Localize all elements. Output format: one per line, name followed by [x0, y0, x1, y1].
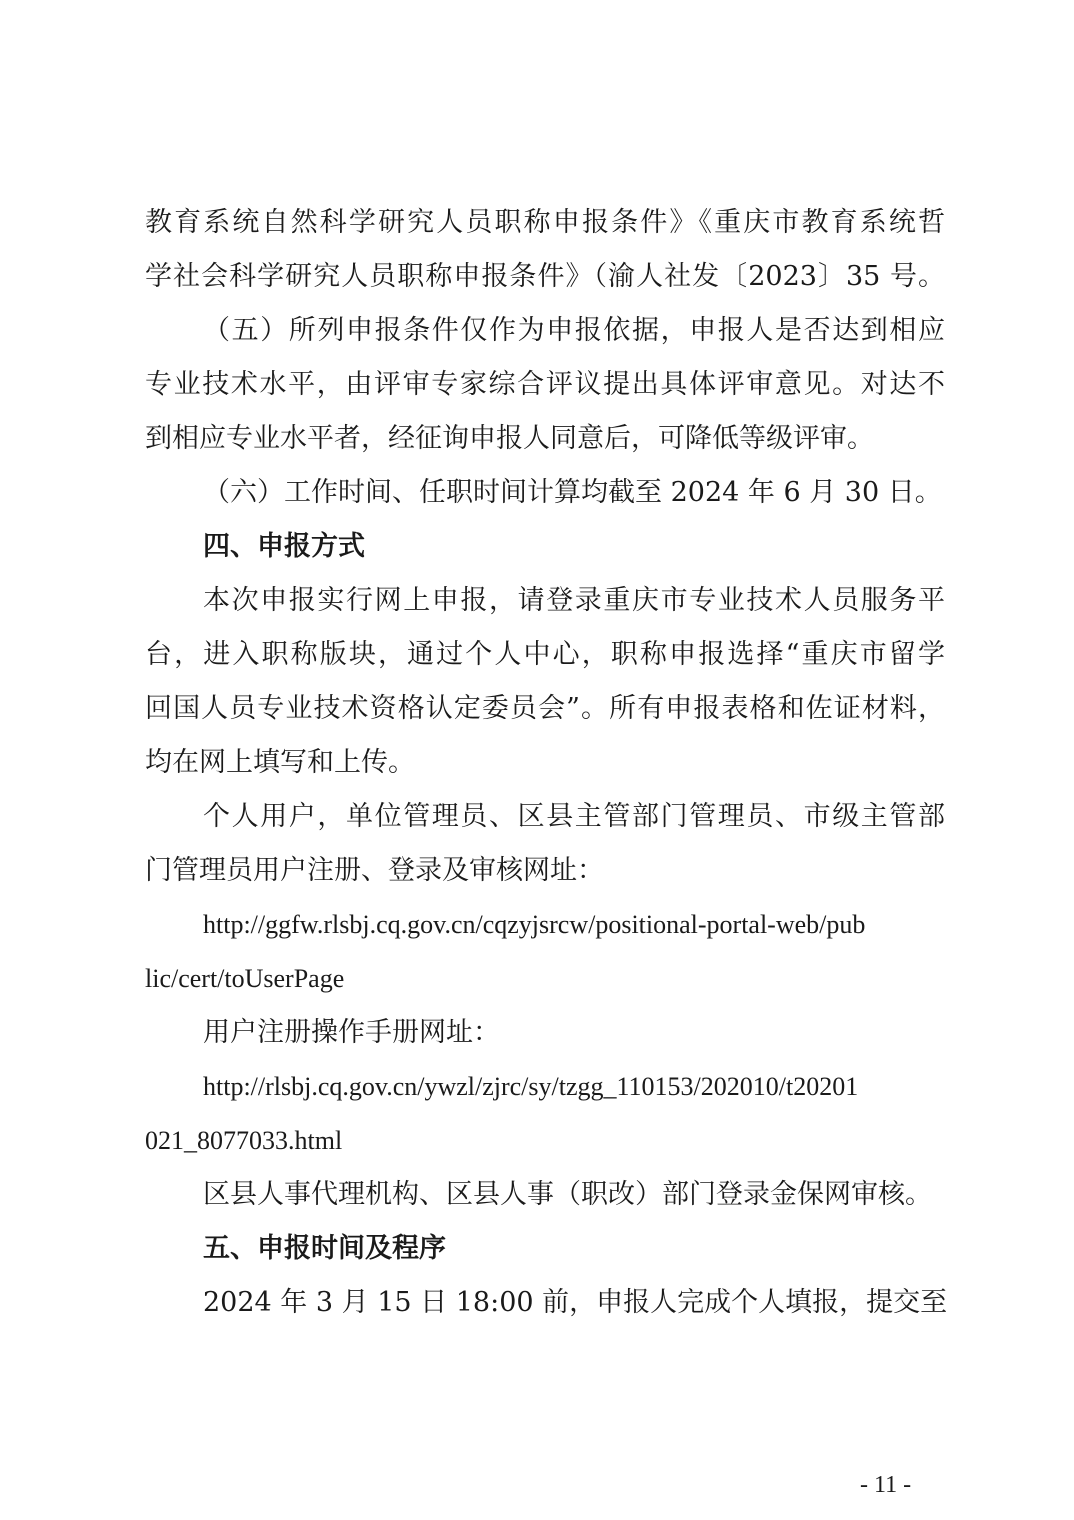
paragraph-start-line: 用户注册操作手册网址：: [203, 1017, 500, 1048]
url-link[interactable]: http://rlsbj.cq.gov.cn/ywzl/zjrc/sy/tzgg_110153/202010/t20201: [203, 1072, 859, 1101]
url-link[interactable]: http://ggfw.rlsbj.cq.gov.cn/cqzyjsrcw/positional-portal-web/pub: [203, 910, 866, 939]
paragraph-start-line: （五）所列申报条件仅作为申报依据，申报人是否达到相应: [203, 315, 945, 346]
url-link-continuation[interactable]: lic/cert/toUserPage: [145, 964, 345, 993]
text-line: 回国人员专业技术资格认定委员会”。所有申报表格和佐证材料，: [145, 693, 945, 724]
section-heading: 五、申报时间及程序: [203, 1233, 446, 1264]
page-number: - 11 -: [860, 1472, 912, 1498]
paragraph-start-line: 个人用户，单位管理员、区县主管部门管理员、市级主管部: [203, 801, 945, 832]
text-line: 教育系统自然科学研究人员职称申报条件》《重庆市教育系统哲: [145, 207, 945, 238]
text-line: 台，进入职称版块，通过个人中心，职称申报选择“重庆市留学: [145, 639, 945, 670]
section-heading: 四、申报方式: [203, 531, 365, 562]
paragraph-start-line: 2024 年 3 月 15 日 18:00 前，申报人完成个人填报，提交至: [203, 1287, 948, 1318]
text-line: 到相应专业水平者，经征询申报人同意后，可降低等级评审。: [145, 423, 874, 454]
text-line: 均在网上填写和上传。: [145, 747, 415, 778]
paragraph-start-line: 本次申报实行网上申报，请登录重庆市专业技术人员服务平: [203, 585, 945, 616]
paragraph-start-line: （六）工作时间、任职时间计算均截至 2024 年 6 月 30 日。: [203, 477, 942, 508]
paragraph-start-line: 区县人事代理机构、区县人事（职改）部门登录金保网审核。: [203, 1179, 932, 1210]
text-line: 专业技术水平，由评审专家综合评议提出具体评审意见。对达不: [145, 369, 945, 400]
document-body: [145, 196, 948, 1330]
text-line: 学社会科学研究人员职称申报条件》（渝人社发〔2023〕35 号。: [145, 261, 945, 292]
url-link-continuation[interactable]: 021_8077033.html: [145, 1126, 343, 1155]
text-line: 门管理员用户注册、登录及审核网址：: [145, 855, 604, 886]
